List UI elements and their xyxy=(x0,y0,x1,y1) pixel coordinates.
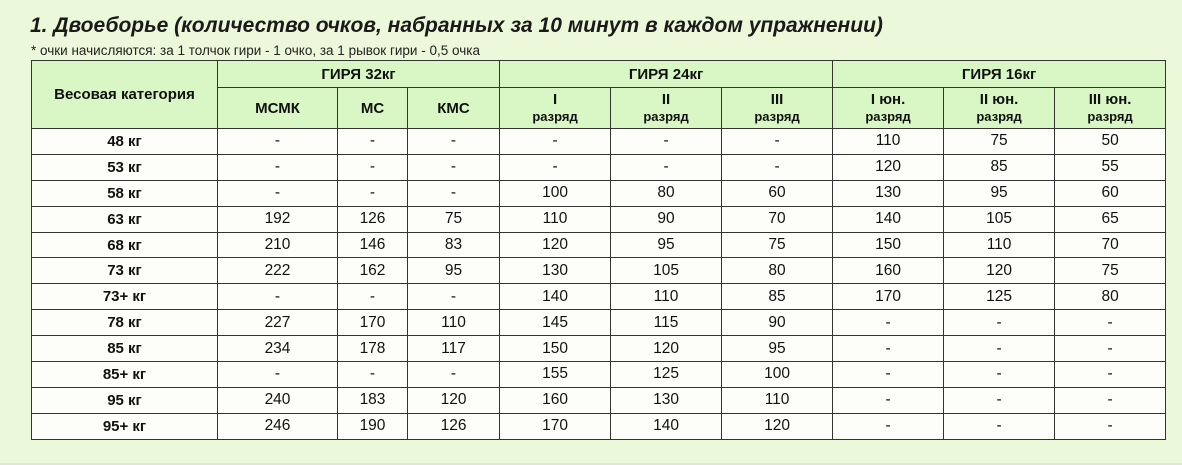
score-cell: - xyxy=(338,154,408,180)
rank-header-main: II xyxy=(661,91,671,108)
score-cell: 120 xyxy=(408,387,500,413)
score-cell: 150 xyxy=(833,232,944,258)
rank-header-sub: разряд xyxy=(865,109,911,124)
score-cell: - xyxy=(338,180,408,206)
rank-header-main: I юн. xyxy=(870,91,906,108)
score-cell: 105 xyxy=(611,258,722,284)
score-cell: - xyxy=(218,284,338,310)
weight-category-cell: 95+ кг xyxy=(32,413,218,439)
score-cell: 80 xyxy=(611,180,722,206)
score-cell: - xyxy=(218,180,338,206)
score-cell: 140 xyxy=(611,413,722,439)
score-cell: 80 xyxy=(1055,284,1166,310)
score-cell: - xyxy=(408,362,500,388)
score-cell: 146 xyxy=(338,232,408,258)
score-cell: - xyxy=(1055,310,1166,336)
score-cell: 75 xyxy=(408,206,500,232)
score-cell: 80 xyxy=(722,258,833,284)
table-row xyxy=(32,154,1166,180)
score-cell: 126 xyxy=(338,206,408,232)
score-cell: - xyxy=(833,387,944,413)
table-row xyxy=(32,284,1166,310)
score-cell: - xyxy=(338,362,408,388)
score-cell: 125 xyxy=(611,362,722,388)
score-cell: 120 xyxy=(722,413,833,439)
score-cell: 83 xyxy=(408,232,500,258)
score-cell: 110 xyxy=(722,387,833,413)
score-cell: 95 xyxy=(611,232,722,258)
score-cell: - xyxy=(722,129,833,155)
weight-category-header: Весовая категория xyxy=(32,61,218,129)
weight-category-cell: 85+ кг xyxy=(32,362,218,388)
rank-header-sub: разряд xyxy=(976,109,1022,124)
table-row xyxy=(32,413,1166,439)
rank-header xyxy=(722,88,833,129)
rank-header-main: III xyxy=(770,91,784,108)
score-cell: - xyxy=(944,310,1055,336)
score-cell: 70 xyxy=(722,206,833,232)
score-cell: 227 xyxy=(218,310,338,336)
rank-header-main: II юн. xyxy=(979,91,1019,108)
score-cell: 140 xyxy=(833,206,944,232)
group-header-24kg: ГИРЯ 24кг xyxy=(500,61,833,88)
score-cell: 117 xyxy=(408,336,500,362)
score-cell: - xyxy=(944,387,1055,413)
score-cell: - xyxy=(338,129,408,155)
score-cell: 90 xyxy=(722,310,833,336)
score-cell: 65 xyxy=(1055,206,1166,232)
score-cell: 130 xyxy=(833,180,944,206)
score-cell: 110 xyxy=(833,129,944,155)
score-cell: 110 xyxy=(500,206,611,232)
rank-header xyxy=(944,88,1055,129)
rank-header-main: I xyxy=(552,91,558,108)
weight-category-cell: 48 кг xyxy=(32,129,218,155)
table-row xyxy=(32,180,1166,206)
weight-category-cell: 58 кг xyxy=(32,180,218,206)
score-cell: - xyxy=(408,284,500,310)
rank-header-sub: разряд xyxy=(643,109,689,124)
table-row xyxy=(32,129,1166,155)
score-cell: 126 xyxy=(408,413,500,439)
rank-header xyxy=(611,88,722,129)
score-cell: - xyxy=(408,180,500,206)
weight-category-cell: 78 кг xyxy=(32,310,218,336)
scoring-note: * очки начисляются: за 1 толчок гири - 1 очко, за 1 рывок гири - 0,5 очка xyxy=(31,43,480,58)
score-cell: 110 xyxy=(408,310,500,336)
page-title: 1. Двоеборье (количество очков, набранных за 10 минут в каждом упражнении) xyxy=(30,14,883,37)
score-cell: 75 xyxy=(722,232,833,258)
score-cell: - xyxy=(408,129,500,155)
score-cell: 85 xyxy=(722,284,833,310)
score-cell: - xyxy=(1055,362,1166,388)
score-cell: 160 xyxy=(500,387,611,413)
weight-category-cell: 73+ кг xyxy=(32,284,218,310)
weight-category-cell: 68 кг xyxy=(32,232,218,258)
score-cell: 190 xyxy=(338,413,408,439)
score-cell: 120 xyxy=(833,154,944,180)
rank-header-sub: разряд xyxy=(532,109,578,124)
rank-header-main: МСМК xyxy=(255,99,300,117)
score-cell: 130 xyxy=(500,258,611,284)
rank-header xyxy=(833,88,944,129)
score-cell: 100 xyxy=(500,180,611,206)
score-cell: 150 xyxy=(500,336,611,362)
score-cell: - xyxy=(218,129,338,155)
rank-header-main: КМС xyxy=(437,99,470,117)
score-cell: 115 xyxy=(611,310,722,336)
rank-header xyxy=(408,88,500,129)
score-cell: 222 xyxy=(218,258,338,284)
score-cell: - xyxy=(611,154,722,180)
score-cell: 234 xyxy=(218,336,338,362)
score-cell: - xyxy=(944,362,1055,388)
score-cell: - xyxy=(833,362,944,388)
rank-header xyxy=(338,88,408,129)
score-cell: 95 xyxy=(944,180,1055,206)
score-cell: 75 xyxy=(944,129,1055,155)
score-cell: 192 xyxy=(218,206,338,232)
weight-category-cell: 85 кг xyxy=(32,336,218,362)
score-cell: 170 xyxy=(338,310,408,336)
score-cell: 70 xyxy=(1055,232,1166,258)
group-header-32kg: ГИРЯ 32кг xyxy=(218,61,500,88)
score-cell: 155 xyxy=(500,362,611,388)
score-cell: - xyxy=(500,154,611,180)
table-row xyxy=(32,362,1166,388)
score-cell: - xyxy=(1055,336,1166,362)
score-cell: 125 xyxy=(944,284,1055,310)
table-row xyxy=(32,206,1166,232)
rank-header xyxy=(500,88,611,129)
score-cell: 95 xyxy=(408,258,500,284)
table-row xyxy=(32,232,1166,258)
table-row xyxy=(32,258,1166,284)
score-cell: - xyxy=(944,413,1055,439)
score-cell: 240 xyxy=(218,387,338,413)
score-cell: 110 xyxy=(611,284,722,310)
score-cell: 130 xyxy=(611,387,722,413)
score-cell: 60 xyxy=(722,180,833,206)
standards-table xyxy=(31,60,1166,440)
score-cell: 100 xyxy=(722,362,833,388)
score-cell: - xyxy=(338,284,408,310)
score-cell: - xyxy=(833,413,944,439)
score-cell: 90 xyxy=(611,206,722,232)
score-cell: 178 xyxy=(338,336,408,362)
score-cell: 246 xyxy=(218,413,338,439)
score-cell: - xyxy=(833,336,944,362)
score-cell: - xyxy=(944,336,1055,362)
rank-header xyxy=(1055,88,1166,129)
score-cell: 120 xyxy=(944,258,1055,284)
table-row xyxy=(32,310,1166,336)
rank-header xyxy=(218,88,338,129)
score-cell: 60 xyxy=(1055,180,1166,206)
weight-category-cell: 95 кг xyxy=(32,387,218,413)
score-cell: - xyxy=(722,154,833,180)
table-row xyxy=(32,387,1166,413)
score-cell: - xyxy=(611,129,722,155)
weight-category-cell: 63 кг xyxy=(32,206,218,232)
score-cell: 105 xyxy=(944,206,1055,232)
rank-header-sub: разряд xyxy=(1087,109,1133,124)
weight-category-cell: 73 кг xyxy=(32,258,218,284)
score-cell: 75 xyxy=(1055,258,1166,284)
score-cell: 55 xyxy=(1055,154,1166,180)
score-cell: 145 xyxy=(500,310,611,336)
score-cell: 85 xyxy=(944,154,1055,180)
score-cell: 95 xyxy=(722,336,833,362)
score-cell: 50 xyxy=(1055,129,1166,155)
table-row xyxy=(32,336,1166,362)
table-body xyxy=(32,129,1166,440)
score-cell: 170 xyxy=(833,284,944,310)
score-cell: - xyxy=(218,154,338,180)
score-cell: 120 xyxy=(611,336,722,362)
score-cell: 120 xyxy=(500,232,611,258)
rank-header-main: МС xyxy=(360,99,385,117)
score-cell: - xyxy=(408,154,500,180)
score-cell: - xyxy=(218,362,338,388)
weight-category-cell: 53 кг xyxy=(32,154,218,180)
score-cell: - xyxy=(500,129,611,155)
score-cell: 183 xyxy=(338,387,408,413)
score-cell: 160 xyxy=(833,258,944,284)
score-cell: 162 xyxy=(338,258,408,284)
score-cell: - xyxy=(1055,387,1166,413)
rank-header-sub: разряд xyxy=(754,109,800,124)
group-header-16kg: ГИРЯ 16кг xyxy=(833,61,1166,88)
score-cell: 210 xyxy=(218,232,338,258)
score-cell: 110 xyxy=(944,232,1055,258)
score-cell: - xyxy=(833,310,944,336)
rank-header-main: III юн. xyxy=(1088,91,1132,108)
score-cell: 140 xyxy=(500,284,611,310)
score-cell: 170 xyxy=(500,413,611,439)
score-cell: - xyxy=(1055,413,1166,439)
